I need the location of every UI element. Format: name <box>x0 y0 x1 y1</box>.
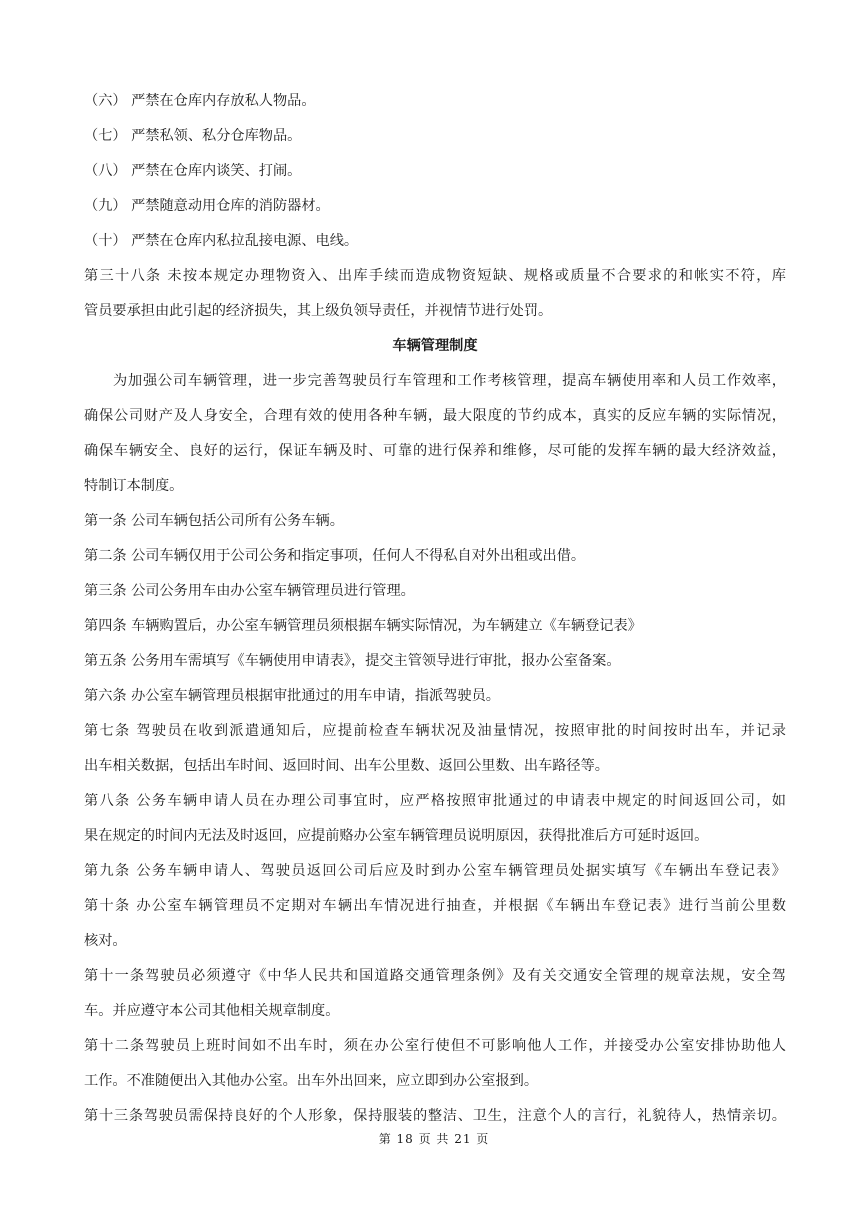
article-11-line-2: 车。并应遵守本公司其他相关规章制度。 <box>84 1003 340 1019</box>
article-7-line-1: 第七条 驾驶员在收到派遣通知后，应提前检查车辆状况及油量情况，按照审批的时间按时出车，并记录 <box>84 723 786 739</box>
list-item: （八） 严禁在仓库内谈笑、打闹。 <box>84 163 302 179</box>
article-12-line-2: 工作。不准随便出入其他办公室。出车外出回来，应立即到办公室报到。 <box>84 1073 539 1089</box>
article-13: 第十三条驾驶员需保持良好的个人形象，保持服装的整洁、卫生，注意个人的言行，礼貌待人，热情亲切。 <box>84 1108 786 1124</box>
article-2: 第二条 公司车辆仅用于公司公务和指定事项，任何人不得私自对外出租或出借。 <box>84 548 586 564</box>
page-footer: 第 18 页 共 21 页 <box>378 1132 490 1146</box>
article-6: 第六条 办公室车辆管理员根据审批通过的用车申请，指派驾驶员。 <box>84 688 500 704</box>
article-3: 第三条 公司公务用车由办公室车辆管理员进行管理。 <box>84 583 415 599</box>
article-38-line-1: 第三十八条 未按本规定办理物资入、出库手续而造成物资短缺、规格或质量不合要求的和帐实不符，库 <box>84 268 786 284</box>
article-1: 第一条 公司车辆包括公司所有公务车辆。 <box>84 513 344 529</box>
list-item: （九） 严禁随意动用仓库的消防器材。 <box>84 198 330 214</box>
intro-line-2: 确保公司财产及人身安全，合理有效的使用各种车辆，最大限度的节约成本，真实的反应车辆的实际情况， <box>84 408 786 424</box>
intro-line-1: 为加强公司车辆管理，进一步完善驾驶员行车管理和工作考核管理，提高车辆使用率和人员工作效率， <box>113 373 786 389</box>
list-item: （七） 严禁私领、私分仓库物品。 <box>84 128 302 144</box>
article-8-line-2: 果在规定的时间内无法及时返回，应提前赂办公室车辆管理员说明原因，获得批准后方可延时返回。 <box>84 828 709 844</box>
article-10-line-1: 第十条 办公室车辆管理员不定期对车辆出车情况进行抽查，并根据《车辆出车登记表》进行当前公里数 <box>84 898 786 914</box>
article-12-line-1: 第十二条驾驶员上班时间如不出车时，须在办公室行使但不可影响他人工作，并接受办公室安排协助他人 <box>84 1038 786 1054</box>
section-title: 车辆管理制度 <box>392 338 478 354</box>
article-4: 第四条 车辆购置后，办公室车辆管理员须根据车辆实际情况，为车辆建立《车辆登记表》 <box>84 618 642 634</box>
intro-line-3: 确保车辆安全、良好的运行，保证车辆及时、可靠的进行保养和维修，尽可能的发挥车辆的最大经济效益， <box>84 443 786 459</box>
article-38-line-2: 管员要承担由此引起的经济损失，其上级负领导责任，并视情节进行处罚。 <box>84 303 553 319</box>
intro-line-4: 特制订本制度。 <box>84 478 184 494</box>
article-11-line-1: 第十一条驾驶员必须遵守《中华人民共和国道路交通管理条例》及有关交通安全管理的规章法规，安全驾 <box>84 968 786 984</box>
article-8-line-1: 第八条 公务车辆申请人员在办理公司事宜时，应严格按照审批通过的申请表中规定的时间返回公司，如 <box>84 793 786 809</box>
list-item: （十） 严禁在仓库内私拉乱接电源、电线。 <box>84 233 359 249</box>
article-9: 第九条 公务车辆申请人、驾驶员返回公司后应及时到办公室车辆管理员处据实填写《车辆出车登记表》 <box>84 863 786 879</box>
article-10-line-2: 核对。 <box>84 933 127 949</box>
article-5: 第五条 公务用车需填写《车辆使用申请表》，提交主管领导进行审批，报办公室备案。 <box>84 653 621 669</box>
list-item: （六） 严禁在仓库内存放私人物品。 <box>84 93 316 109</box>
article-7-line-2: 出车相关数据，包括出车时间、返回时间、出车公里数、返回公里数、出车路径等。 <box>84 758 609 774</box>
page-body <box>84 84 786 1134</box>
